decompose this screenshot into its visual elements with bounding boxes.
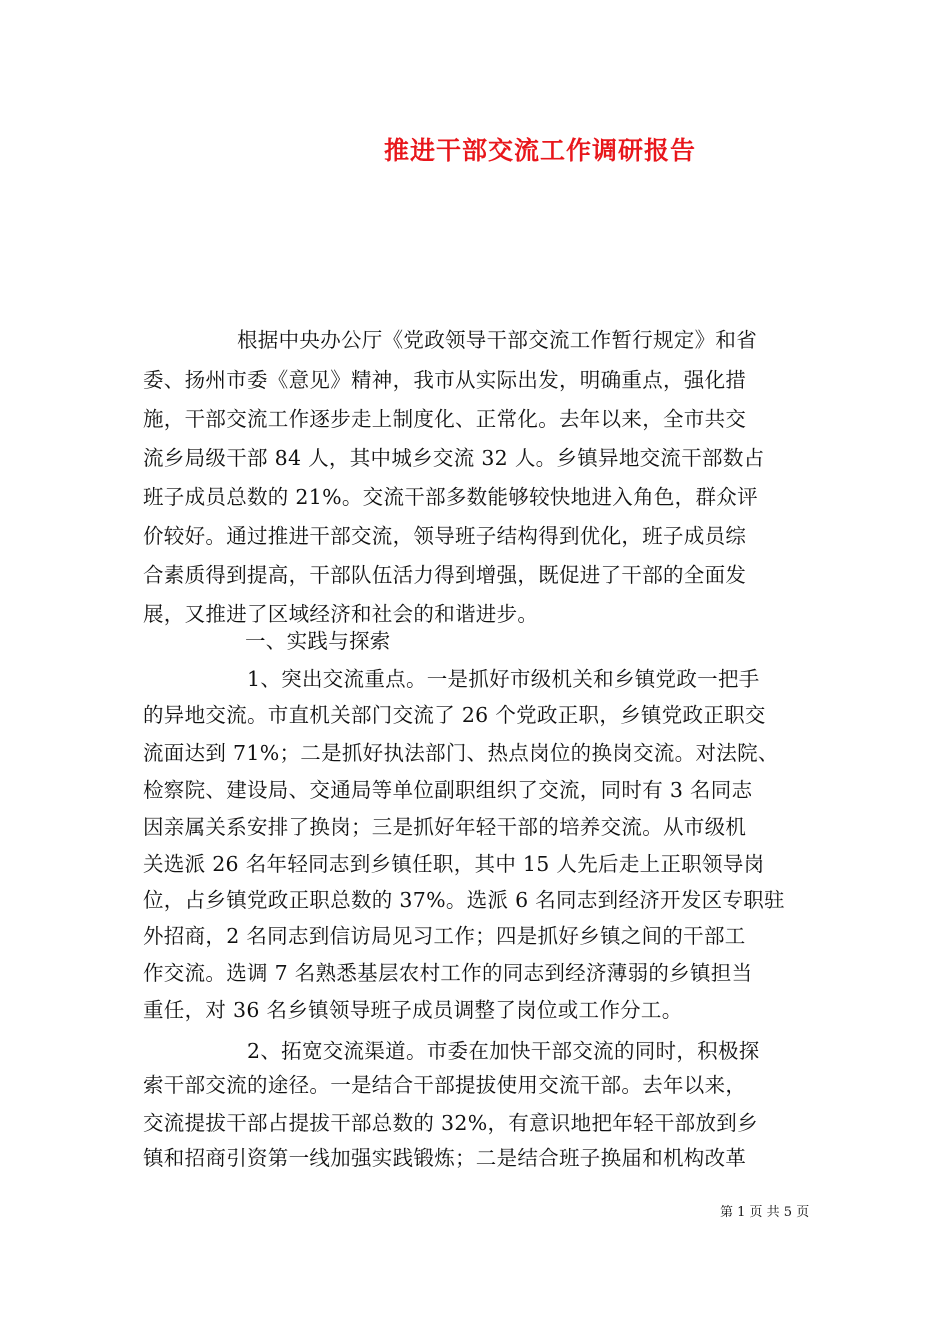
body-line: 位，占乡镇党政正职总数的 37%。选派 6 名同志到经济开发区专职驻: [143, 888, 785, 912]
body-line: 班子成员总数的 21%。交流干部多数能够较快地进入角色，群众评: [143, 485, 758, 509]
body-line: 价较好。通过推进干部交流，领导班子结构得到优化，班子成员综: [143, 524, 747, 548]
body-line: 施，干部交流工作逐步走上制度化、正常化。去年以来，全市共交: [143, 407, 747, 431]
page-number: 第 1 页 共 5 页: [720, 1205, 810, 1220]
body-line: 重任，对 36 名乡镇领导班子成员调整了岗位或工作分工。: [143, 998, 683, 1022]
body-line: 外招商，2 名同志到信访局见习工作；四是抓好乡镇之间的干部工: [143, 924, 746, 948]
body-line: 合素质得到提高，干部队伍活力得到增强，既促进了干部的全面发: [143, 563, 747, 587]
section-heading: 一、实践与探索: [245, 629, 391, 653]
body-line: 2、拓宽交流渠道。市委在加快干部交流的同时，积极探: [247, 1039, 760, 1063]
body-line: 的异地交流。市直机关部门交流了 26 个党政正职，乡镇党政正职交: [143, 703, 766, 727]
body-line: 流乡局级干部 84 人，其中城乡交流 32 人。乡镇异地交流干部数占: [143, 446, 765, 470]
body-line: 1、突出交流重点。一是抓好市级机关和乡镇党政一把手: [247, 667, 760, 691]
body-line: 检察院、建设局、交通局等单位副职组织了交流，同时有 3 名同志: [143, 778, 753, 802]
body-line: 关选派 26 名年轻同志到乡镇任职，其中 15 人先后走上正职领导岗: [143, 852, 765, 876]
body-line: 展，又推进了区域经济和社会的和谐进步。: [143, 602, 539, 626]
body-line: 流面达到 71%；二是抓好执法部门、热点岗位的换岗交流。对法院、: [143, 741, 779, 765]
body-line: 委、扬州市委《意见》精神，我市从实际出发，明确重点，强化措: [143, 368, 747, 392]
document-title: 推进干部交流工作调研报告: [383, 136, 696, 165]
body-line: 作交流。选调 7 名熟悉基层农村工作的同志到经济薄弱的乡镇担当: [143, 961, 753, 985]
body-line: 镇和招商引资第一线加强实践锻炼；二是结合班子换届和机构改革: [143, 1146, 747, 1170]
body-line: 交流提拔干部占提拔干部总数的 32%，有意识地把年轻干部放到乡: [143, 1111, 758, 1135]
body-line: 索干部交流的途径。一是结合干部提拔使用交流干部。去年以来，: [143, 1073, 747, 1097]
body-line: 根据中央办公厅《党政领导干部交流工作暂行规定》和省: [237, 328, 757, 352]
body-line: 因亲属关系安排了换岗；三是抓好年轻干部的培养交流。从市级机: [143, 815, 747, 839]
